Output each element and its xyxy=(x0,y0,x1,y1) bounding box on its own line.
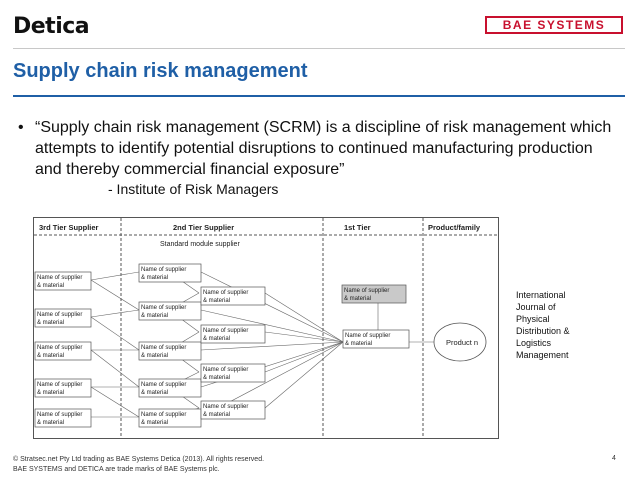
supplier-box-material: & material xyxy=(37,353,65,359)
supplier-box-label: Name of supplier xyxy=(203,328,249,334)
source-citation xyxy=(516,289,626,361)
supplier-box-label: Name of supplier xyxy=(141,382,187,388)
supplier-box-material: & material xyxy=(141,353,169,359)
col-header-3rd-tier: 3rd Tier Supplier xyxy=(39,223,99,232)
supplier-box-label: Name of supplier xyxy=(141,267,187,273)
supplier-box-material: & material xyxy=(141,420,169,426)
footer-copyright xyxy=(13,455,264,475)
supplier-box-material: & material xyxy=(203,375,231,381)
supplier-box-material: & material xyxy=(37,420,65,426)
supplier-box-label: Name of supplier xyxy=(203,367,249,373)
citation-line: International xyxy=(516,290,566,300)
supplier-box-material: & material xyxy=(203,412,231,418)
supplier-box-label: Name of supplier xyxy=(37,275,83,281)
header-divider xyxy=(13,48,625,49)
col-header-product: Product/family xyxy=(428,223,481,232)
detica-logo: Detica xyxy=(13,14,90,39)
supplier-box-material: & material xyxy=(141,275,169,281)
citation-line: Management xyxy=(516,350,569,360)
supplier-box-material: & material xyxy=(37,320,65,326)
title-underline xyxy=(13,95,625,97)
bae-systems-logo: BAE SYSTEMS xyxy=(485,16,623,34)
supplier-box-label: Name of supplier xyxy=(203,404,249,410)
supplier-box-material: & material xyxy=(344,296,372,302)
supplier-box-label: Name of supplier xyxy=(37,312,83,318)
supplier-box-material: & material xyxy=(203,298,231,304)
slide-title: Supply chain risk management xyxy=(13,60,308,82)
supplier-box-material: & material xyxy=(203,336,231,342)
product-node-label: Product n xyxy=(446,338,479,347)
citation-line: Logistics xyxy=(516,338,552,348)
footer-line-2: BAE SYSTEMS and DETICA are trade marks of BAE Systems plc. xyxy=(13,466,220,473)
supplier-box-label: Name of supplier xyxy=(37,345,83,351)
supplier-box-material: & material xyxy=(141,313,169,319)
quote-attribution: - Institute of Risk Managers xyxy=(108,181,279,197)
supplier-box-material: & material xyxy=(141,390,169,396)
supplier-box-label: Name of supplier xyxy=(37,382,83,388)
supplier-box-label: Name of supplier xyxy=(141,412,187,418)
supplier-box-label: Name of supplier xyxy=(141,305,187,311)
bullet-marker: • xyxy=(18,119,24,136)
page-number: 4 xyxy=(612,455,616,462)
col-header-1st-tier: 1st Tier xyxy=(344,223,371,232)
supplier-box-label: Name of supplier xyxy=(344,288,390,294)
scrm-definition-quote: “Supply chain risk management (SCRM) is a discipline of risk management which attempts to identify potential disruptions to continued manufacturing production and thereby commercial financial exposure” xyxy=(35,119,612,178)
supplier-box-material: & material xyxy=(37,283,65,289)
supply-chain-diagram xyxy=(33,217,499,439)
supplier-box-material: & material xyxy=(345,341,373,347)
supplier-box-label: Name of supplier xyxy=(141,345,187,351)
citation-line: Journal of xyxy=(516,302,556,312)
citation-line: Distribution & xyxy=(516,326,570,336)
col-header-2nd-tier: 2nd Tier Supplier xyxy=(173,223,235,232)
footer-line-1: © Stratsec.net Pty Ltd trading as BAE Systems Detica (2013). All rights reserved. xyxy=(13,456,265,463)
supplier-box-label: Name of supplier xyxy=(37,412,83,418)
supplier-box-label: Name of supplier xyxy=(345,333,391,339)
standard-module-subheading: Standard module supplier xyxy=(160,241,240,248)
supplier-box-label: Name of supplier xyxy=(203,290,249,296)
supplier-box-material: & material xyxy=(37,390,65,396)
citation-line: Physical xyxy=(516,314,550,324)
